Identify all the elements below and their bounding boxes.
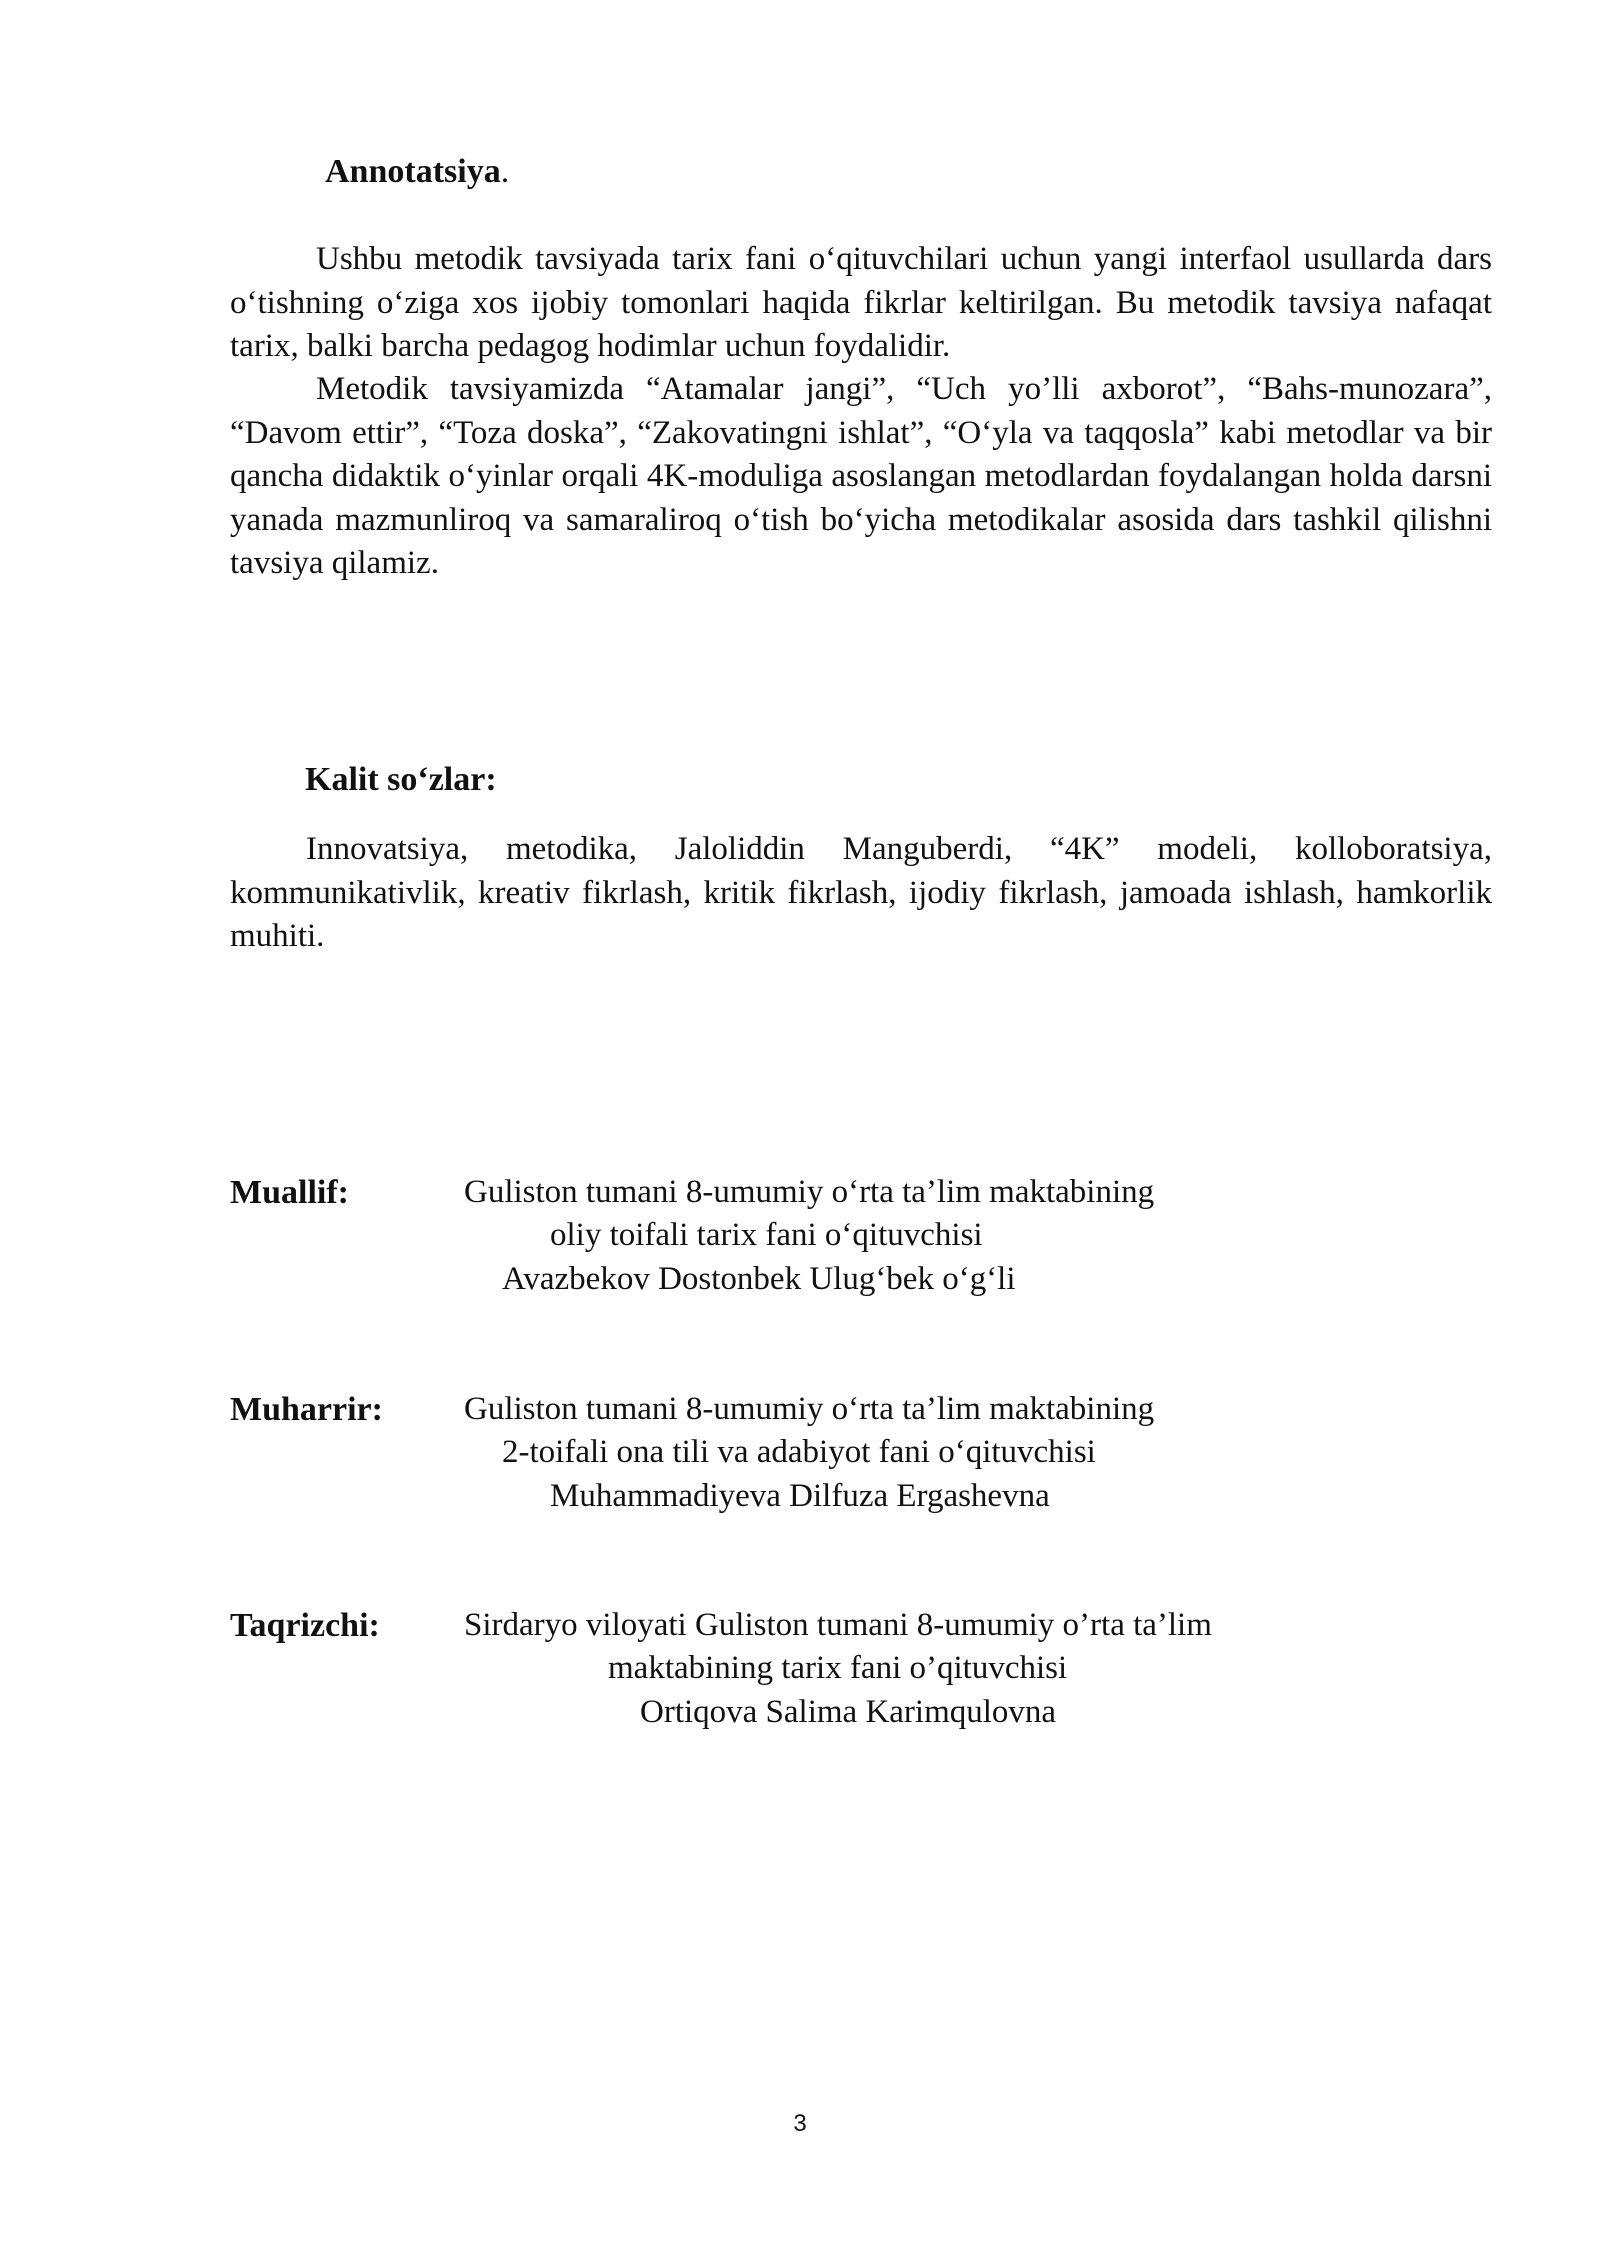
annotation-heading-punct: . — [500, 153, 510, 190]
annotation-paragraph-2 — [230, 368, 1492, 586]
annotation-heading — [325, 152, 509, 192]
reviewer-line-3: Ortiqova Salima Karimqulovna — [640, 1694, 1057, 1730]
reviewer-line-1: Sirdaryo viloyati Guliston tumani 8-umumiy o’rta ta’lim — [464, 1607, 1212, 1643]
editor-label: Muharrir: — [230, 1391, 383, 1428]
author-label: Muallif: — [230, 1174, 349, 1211]
annotation-heading-text: Annotatsiya — [325, 153, 501, 190]
reviewer-line-2: maktabining tarix fani o’qituvchisi — [608, 1650, 1068, 1686]
keywords-heading: Kalit so‘zlar: — [305, 761, 497, 798]
editor-line-2: 2-toifali ona tili va adabiyot fani o‘qituvchisi — [502, 1434, 1096, 1470]
author-line-3: Avazbekov Dostonbek Ulug‘bek o‘g‘li — [502, 1261, 1016, 1297]
keywords-paragraph — [230, 828, 1492, 959]
author-line-1: Guliston tumani 8-umumiy o‘rta ta’lim maktabining — [464, 1174, 1155, 1210]
annotation-paragraph-2-text: Metodik tavsiyamizda “Atamalar jangi”, “Uch yo’lli axborot”, “Bahs-munozara”, “Davom ettir”, “Toza doska”, “Zakovatingni ishlat”, “O‘yla va taqqosla” kabi metodlar va bir qancha didaktik o‘yinlar orqali 4K-moduliga asoslangan metodlardan foydalangan holda darsni yanada mazmunliroq va samaraliroq o‘tish bo‘yicha metodikalar asosida dars tashkil qilishni tavsiya qilamiz. — [230, 371, 1492, 581]
editor-line-1: Guliston tumani 8-umumiy o‘rta ta’lim maktabining — [464, 1391, 1155, 1427]
page-number: 3 — [793, 2110, 807, 2137]
keywords-text: Innovatsiya, metodika, Jaloliddin Manguberdi, “4K” modeli, kolloboratsiya, kommunikativlik, kreativ fikrlash, kritik fikrlash, ijodiy fikrlash, jamoada ishlash, hamkorlik muhiti. — [230, 831, 1492, 954]
author-line-2: oliy toifali tarix fani o‘qituvchisi — [550, 1217, 983, 1253]
annotation-paragraph-1 — [230, 238, 1492, 369]
reviewer-label: Taqrizchi: — [230, 1607, 380, 1644]
editor-line-3: Muhammadiyeva Dilfuza Ergashevna — [550, 1478, 1050, 1514]
annotation-paragraph-1-text: Ushbu metodik tavsiyada tarix fani o‘qituvchilari uchun yangi interfaol usullarda dars o‘tishning o‘ziga xos ijobiy tomonlari haqida fikrlar keltirilgan. Bu metodik tavsiya nafaqat tarix, balki barcha pedagog hodimlar uchun foydalidir. — [230, 241, 1492, 364]
